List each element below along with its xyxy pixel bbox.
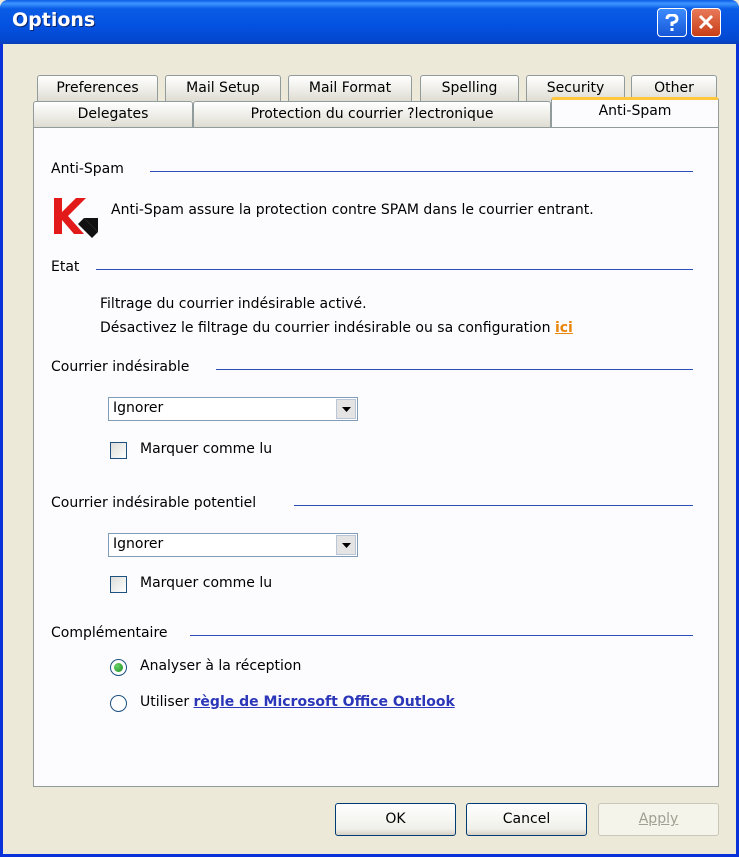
outlook-rule-link[interactable]: règle de Microsoft Office Outlook — [193, 694, 455, 710]
tab-security[interactable]: Security — [526, 75, 625, 101]
potential-action-value: Ignorer — [113, 536, 164, 552]
tab-preferences[interactable]: Preferences — [37, 75, 158, 101]
help-button[interactable] — [657, 8, 687, 37]
cancel-button[interactable]: Cancel — [466, 803, 587, 836]
status-line-1: Filtrage du courrier indésirable activé. — [100, 296, 367, 312]
antispam-description: Anti-Spam assure la protection contre SPAM dans le courrier entrant. — [111, 202, 594, 218]
config-link[interactable]: ici — [554, 320, 573, 336]
status-line-2 — [100, 320, 573, 336]
kaspersky-logo-icon — [54, 198, 100, 240]
section-divider — [150, 171, 693, 172]
spam-mark-read-checkbox[interactable] — [110, 442, 127, 459]
status-line-2-text: Désactivez le filtrage du courrier indésirable ou sa configuration — [100, 320, 551, 336]
section-label-antispam: Anti-Spam — [51, 161, 132, 177]
apply-label: Apply — [638, 811, 679, 827]
section-divider — [96, 269, 693, 270]
tab-protection-courrier[interactable]: Protection du courrier ?lectronique — [193, 101, 551, 127]
potential-mark-read-label[interactable]: Marquer comme lu — [140, 575, 273, 591]
tab-spelling[interactable]: Spelling — [420, 75, 519, 101]
title-bar[interactable] — [0, 0, 739, 44]
outlook-rule-label[interactable] — [140, 694, 455, 710]
radio-selected-dot — [114, 663, 123, 672]
ok-button[interactable]: OK — [335, 803, 456, 836]
tab-mail-setup[interactable]: Mail Setup — [165, 75, 281, 101]
window-title: Options — [12, 9, 96, 31]
spam-mark-read-label[interactable]: Marquer comme lu — [140, 441, 273, 457]
tab-mail-format[interactable]: Mail Format — [288, 75, 412, 101]
close-button[interactable] — [691, 8, 721, 37]
spam-action-value: Ignorer — [113, 400, 164, 416]
question-icon — [665, 14, 679, 32]
dropdown-arrow-icon[interactable] — [336, 399, 356, 419]
close-icon — [698, 14, 714, 30]
section-label-etat: Etat — [51, 259, 87, 275]
dropdown-arrow-icon[interactable] — [336, 535, 356, 555]
tab-anti-spam[interactable]: Anti-Spam — [551, 97, 719, 127]
tab-other[interactable]: Other — [631, 75, 717, 101]
section-label-spam: Courrier indésirable — [51, 359, 197, 375]
tab-panel — [33, 127, 719, 787]
scan-on-receive-label[interactable]: Analyser à la réception — [140, 658, 302, 674]
scan-on-receive-radio[interactable] — [110, 659, 127, 676]
outlook-rule-radio[interactable] — [110, 695, 127, 712]
potential-action-select[interactable] — [108, 533, 358, 557]
section-label-extra: Complémentaire — [51, 625, 176, 641]
section-divider — [216, 369, 693, 370]
section-label-potential: Courrier indésirable potentiel — [51, 495, 264, 511]
section-divider — [190, 635, 693, 636]
tab-delegates[interactable]: Delegates — [33, 101, 193, 127]
potential-mark-read-checkbox[interactable] — [110, 576, 127, 593]
section-divider — [294, 505, 693, 506]
apply-button[interactable] — [598, 803, 719, 836]
outlook-rule-prefix: Utiliser — [140, 694, 190, 710]
spam-action-select[interactable] — [108, 397, 358, 421]
